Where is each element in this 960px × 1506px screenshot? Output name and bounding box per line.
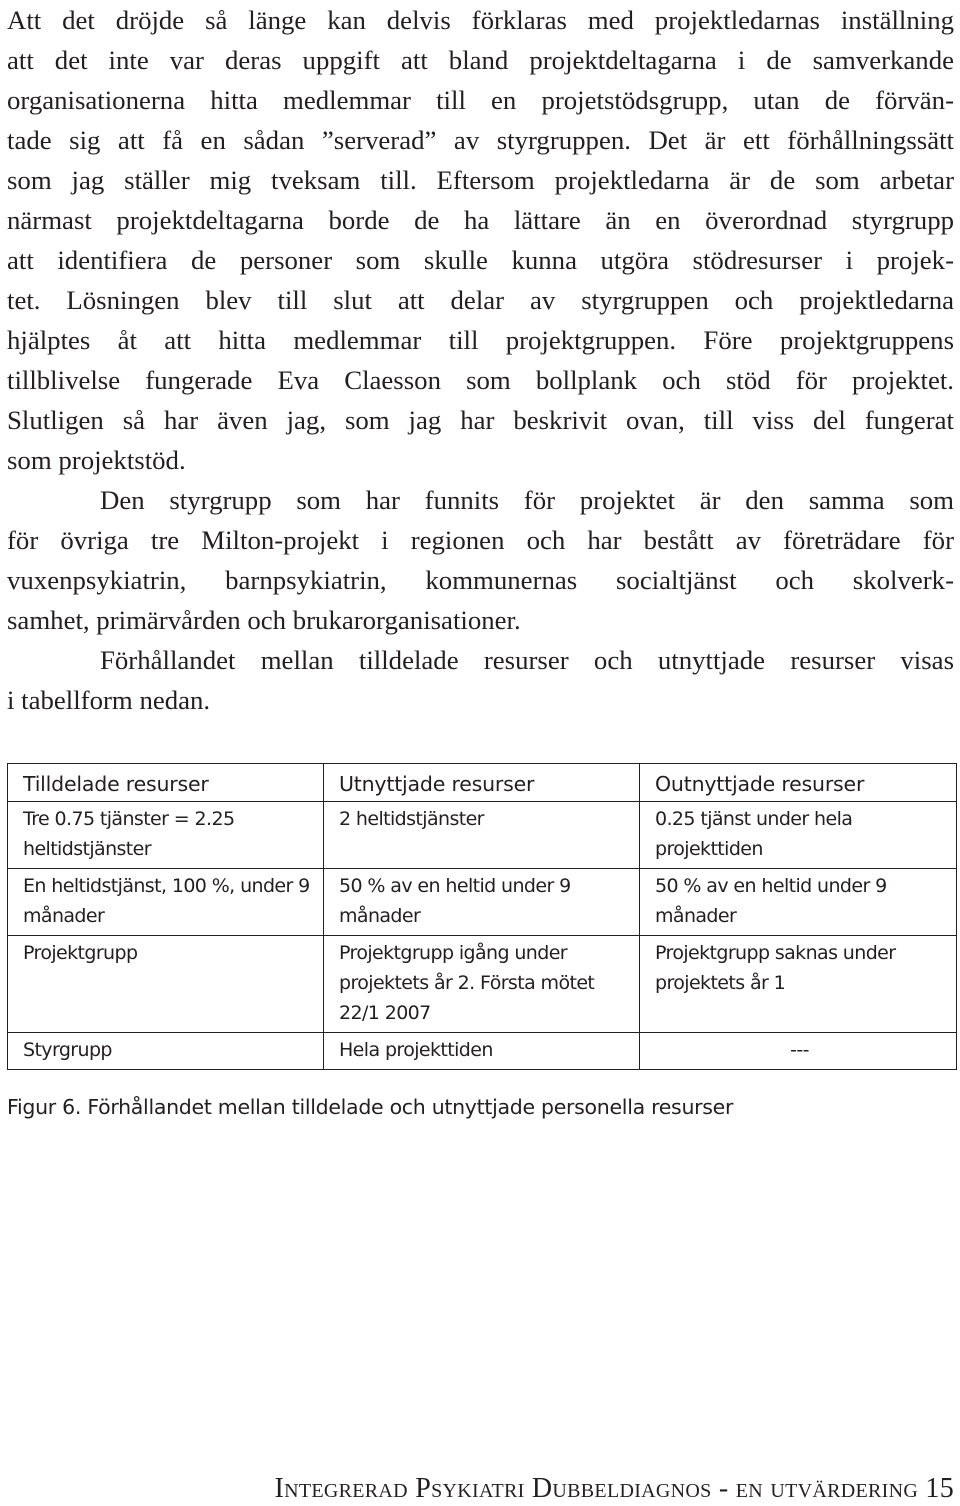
text-line: Förhållandet mellan tilldelade resurser och utnyttjade resurser visas <box>100 645 954 675</box>
figure-caption: Figur 6. Förhållandet mellan tilldelade och utnyttjade personella resurser <box>7 1095 734 1119</box>
table-cell: Projektgrupp igång under projektets år 2. Första mötet 22/1 2007 <box>324 936 640 1033</box>
header-allocated-resources: Tilldelade resurser <box>8 764 324 802</box>
text-line: för övriga tre Milton-projekt i regionen och har bestått av företrädare för <box>7 525 954 555</box>
body-text <box>7 0 954 720</box>
header-used-resources: Utnyttjade resurser <box>324 764 640 802</box>
table-row <box>8 1033 957 1070</box>
table-cell: 2 heltidstjänster <box>324 802 640 869</box>
text-line: tillblivelse fungerade Eva Claesson som bollplank och stöd för projektet. <box>7 365 954 395</box>
table-cell: Hela projekttiden <box>324 1033 640 1070</box>
text-line: Slutligen så har även jag, som jag har beskrivit ovan, till viss del fungerat <box>7 405 954 435</box>
table-cell: 50 % av en heltid under 9 månader <box>640 869 957 936</box>
table-row <box>8 869 957 936</box>
page-footer <box>274 1472 954 1506</box>
page-number: 15 <box>925 1473 954 1504</box>
text-line: organisationerna hitta medlemmar till en projetstödsgrupp, utan de förvän- <box>7 85 954 115</box>
table-cell: Styrgrupp <box>8 1033 324 1070</box>
text-line: som jag ställer mig tveksam till. Eftersom projektledarna är de som arbetar <box>7 165 954 195</box>
table-cell: 0.25 tjänst under hela projekttiden <box>640 802 957 869</box>
running-title: Integrerad Psykiatri Dubbeldiagnos - en utvärdering <box>274 1473 919 1504</box>
table-cell: En heltidstjänst, 100 %, under 9 månader <box>8 869 324 936</box>
resource-table <box>7 763 957 1070</box>
paragraph-2 <box>7 480 954 640</box>
text-line: Den styrgrupp som har funnits för projektet är den samma som <box>100 485 954 515</box>
paragraph-3 <box>7 640 954 720</box>
text-line: vuxenpsykiatrin, barnpsykiatrin, kommunernas socialtjänst och skolverk- <box>7 565 954 595</box>
header-unused-resources: Outnyttjade resurser <box>640 764 957 802</box>
text-line: samhet, primärvården och brukarorganisationer. <box>7 605 521 635</box>
table-header-row <box>8 764 957 802</box>
table-cell: Projektgrupp <box>8 936 324 1033</box>
table-cell: 50 % av en heltid under 9 månader <box>324 869 640 936</box>
table-row <box>8 802 957 869</box>
text-line: i tabellform nedan. <box>7 685 211 715</box>
table-cell: --- <box>640 1033 957 1070</box>
text-line: tade sig att få en sådan ”serverad” av styrgruppen. Det är ett förhållningssätt <box>7 125 954 155</box>
resource-table-container <box>7 763 956 1070</box>
text-line: att det inte var deras uppgift att bland projektdeltagarna i de samverkande <box>7 45 954 75</box>
text-line: tet. Lösningen blev till slut att delar av styrgruppen och projektledarna <box>7 285 954 315</box>
text-line: närmast projektdeltagarna borde de ha lättare än en överordnad styrgrupp <box>7 205 954 235</box>
table-cell: Tre 0.75 tjänster = 2.25 heltidstjänster <box>8 802 324 869</box>
text-line: hjälptes åt att hitta medlemmar till projektgruppen. Före projektgruppens <box>7 325 954 355</box>
table-row <box>8 936 957 1033</box>
text-line: att identifiera de personer som skulle kunna utgöra stödresurser i projek- <box>7 245 954 275</box>
paragraph-1 <box>7 0 954 480</box>
text-line: Att det dröjde så länge kan delvis förklaras med projektledarnas inställning <box>7 5 954 35</box>
table-cell: Projektgrupp saknas under projektets år 1 <box>640 936 957 1033</box>
text-line: som projektstöd. <box>7 445 186 475</box>
